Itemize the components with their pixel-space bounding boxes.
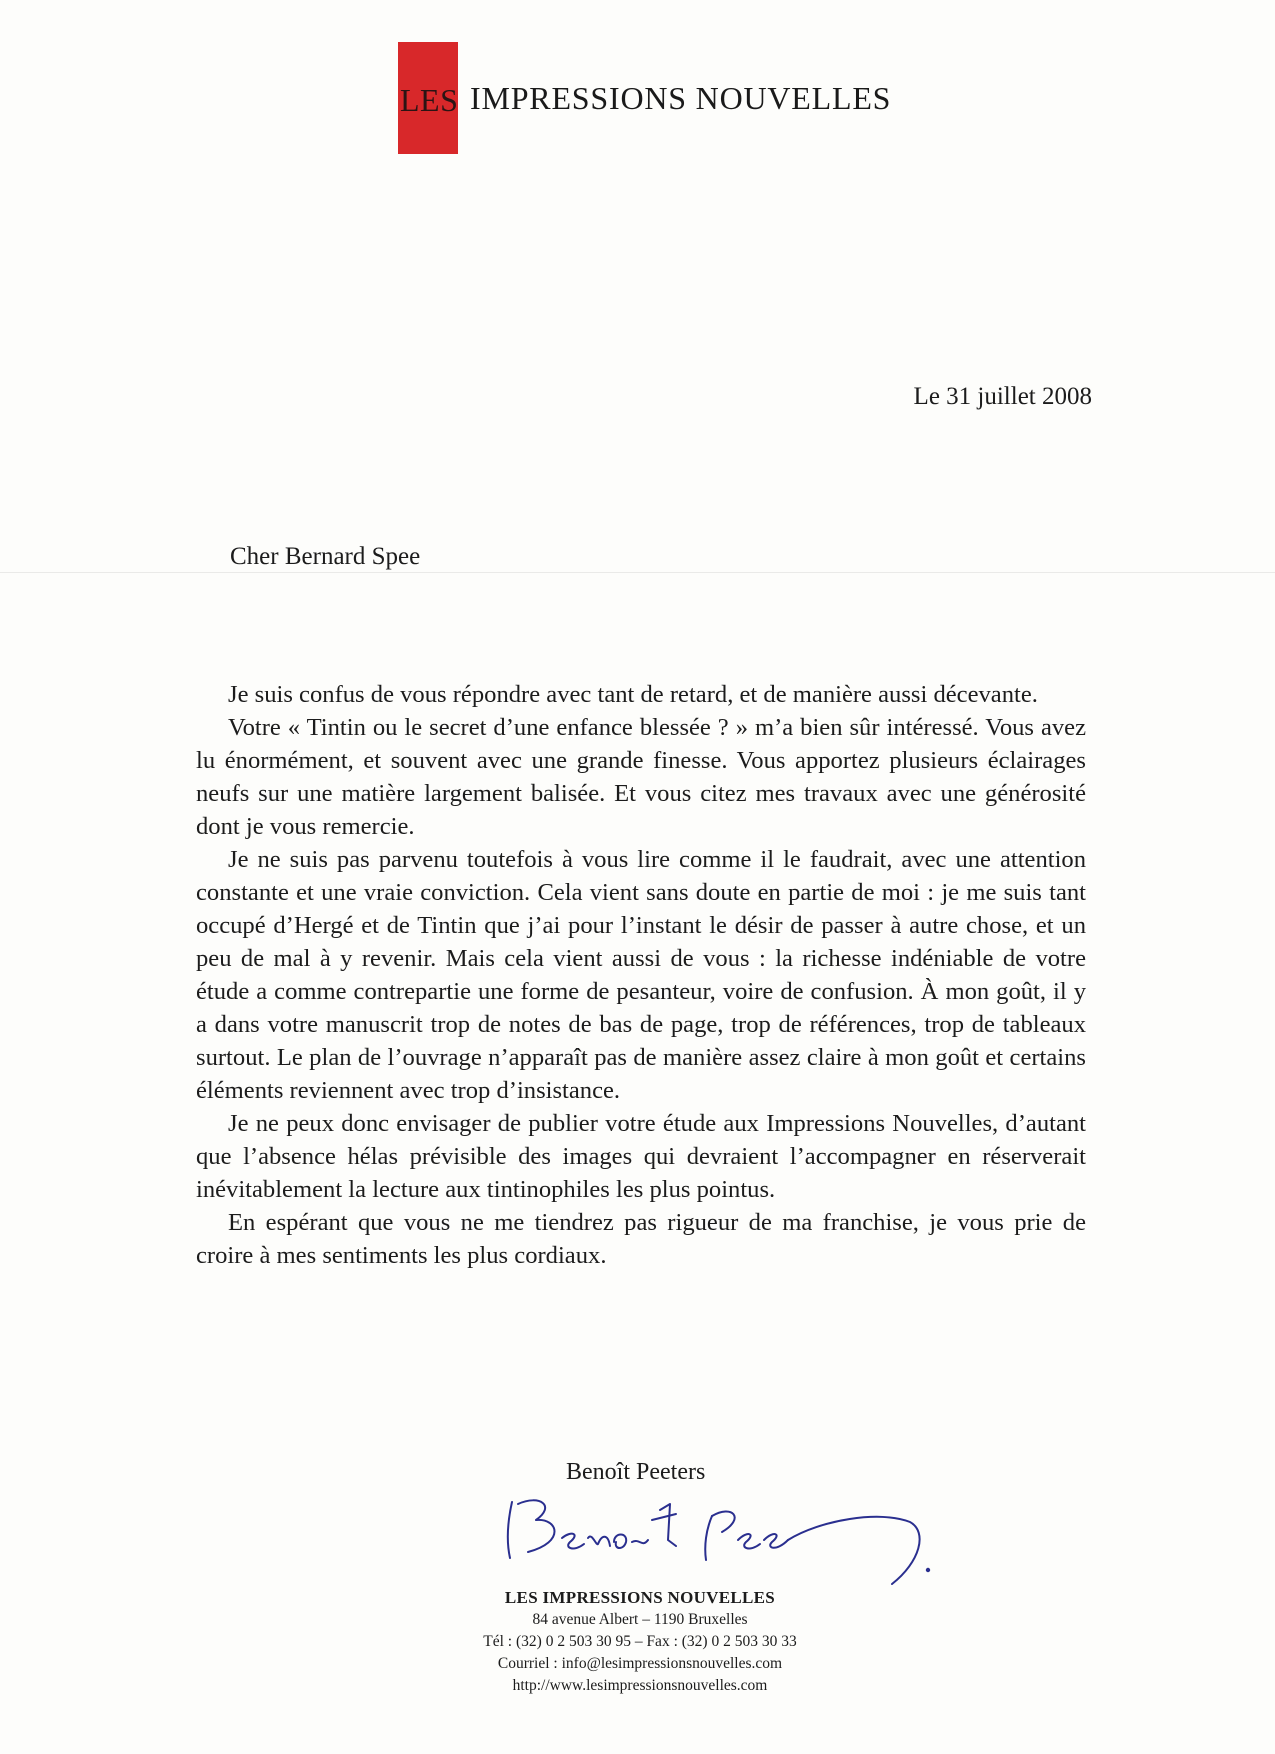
signer-name: Benoît Peeters bbox=[566, 1459, 706, 1485]
paragraph: Je ne suis pas parvenu toutefois à vous lire comme il le faudrait, avec une attention constante et une vraie conviction. Cela vient sans doute en partie de moi : je me suis tant occupé d’Hergé et de Tintin que j’ai pour l’instant le désir de passer à autre chose, et un peu de mal à y revenir. Mais cela vient aussi de vous : la richesse indéniable de votre étude a comme contrepartie une forme de pesanteur, voire de confusion. À mon goût, il y a dans votre manuscrit trop de notes de bas de page, trop de références, trop de tableaux surtout. Le plan de l’ouvrage n’apparaît pas de manière assez claire à mon goût et certains éléments reviennent avec trop d’insistance. bbox=[196, 846, 1086, 1104]
footer-address: 84 avenue Albert – 1190 Bruxelles bbox=[532, 1611, 748, 1628]
letter-date: Le 31 juillet 2008 bbox=[913, 383, 1092, 410]
handwritten-signature bbox=[500, 1480, 940, 1590]
paragraph: Je suis confus de vous répondre avec tant de retard, et de manière aussi décevante. bbox=[228, 681, 1038, 708]
footer-publisher-name: LES IMPRESSIONS NOUVELLES bbox=[504, 1588, 776, 1607]
paragraph: En espérant que vous ne me tiendrez pas rigueur de ma franchise, je vous prie de croire à mes sentiments les plus cordiaux. bbox=[196, 1209, 1086, 1269]
paragraph: Votre « Tintin ou le secret d’une enfance blessée ? » m’a bien sûr intéressé. Vous avez lu énormément, et souvent avec une grande finesse. Vous apportez plusieurs éclairages neufs sur une matière largement balisée. Et vous citez mes travaux avec une générosité dont je vous remercie. bbox=[196, 714, 1086, 840]
logo-red-block bbox=[398, 42, 458, 154]
logo-publisher-name: IMPRESSIONS NOUVELLES bbox=[470, 79, 892, 116]
letterhead-logo bbox=[398, 42, 891, 154]
letter-footer bbox=[430, 1587, 850, 1697]
fold-line bbox=[0, 572, 1275, 573]
footer-phone: Tél : (32) 0 2 503 30 95 – Fax : (32) 0 2 503 30 33 bbox=[483, 1633, 797, 1650]
letter-body bbox=[196, 678, 1086, 1272]
salutation: Cher Bernard Spee bbox=[230, 543, 421, 570]
footer-website: http://www.lesimpressionsnouvelles.com bbox=[512, 1677, 768, 1694]
logo-les-text: LES bbox=[400, 82, 459, 118]
footer-email: Courriel : info@lesimpressionsnouvelles.com bbox=[497, 1655, 783, 1672]
paragraph: Je ne peux donc envisager de publier votre étude aux Impressions Nouvelles, d’autant que l’absence hélas prévisible des images qui devraient l’accompagner en réserverait inévitablement la lecture aux tintinophiles les plus pointus. bbox=[196, 1110, 1086, 1203]
